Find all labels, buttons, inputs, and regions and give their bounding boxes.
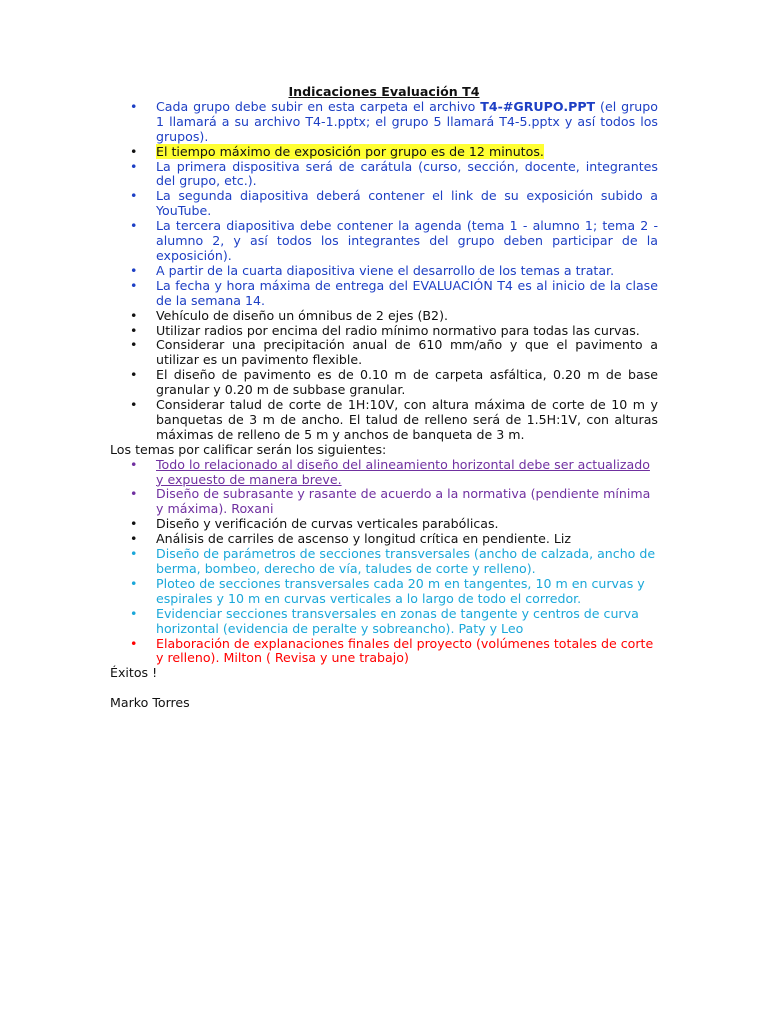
list-item: • El diseño de pavimento es de 0.10 m de carpeta asfáltica, 0.20 m de base granular y 0.20 m de subbase granular.	[130, 367, 658, 398]
bullet-icon: •	[130, 158, 138, 174]
signature: Marko Torres	[110, 695, 190, 711]
closing-text: Éxitos !	[110, 665, 158, 681]
bullet-icon: •	[130, 367, 138, 383]
list-item: • La tercera diapositiva debe contener la agenda (tema 1 - alumno 1; tema 2 - alumno 2, y así todos los integrantes del grupo deben participar de la exposición).	[130, 218, 658, 263]
list-item: • Análisis de carriles de ascenso y longitud crítica en pendiente. Liz	[130, 531, 571, 547]
bullet-icon: •	[130, 516, 138, 532]
bullet-icon: •	[130, 531, 138, 547]
bullet-icon: •	[130, 307, 138, 323]
spacer	[110, 681, 658, 696]
document-body	[110, 85, 658, 711]
bullet-icon: •	[130, 262, 138, 278]
bullet-icon: •	[130, 605, 138, 621]
bullet-icon: •	[130, 397, 138, 413]
bullet-icon: •	[130, 188, 138, 204]
list-item	[110, 145, 658, 160]
instructions-list	[110, 100, 658, 443]
list-item: • Diseño de subrasante y rasante de acuerdo a la normativa (pendiente mínima y máxima). Roxani	[130, 486, 651, 517]
bullet-icon: •	[130, 486, 138, 502]
underlined-text: Todo lo relacionado al diseño del alineamiento horizontal debe ser actualizado y expuesto de manera breve.	[156, 456, 650, 487]
highlighted-text: El tiempo máximo de exposición por grupo es de 12 minutos.	[156, 143, 544, 159]
list-item: • Elaboración de explanaciones finales del proyecto (volúmenes totales de corte y relleno). Milton ( Revisa y une trabajo)	[130, 635, 654, 666]
list-item: • La segunda diapositiva deberá contener el link de su exposición subido a YouTube.	[130, 188, 658, 219]
bullet-icon: •	[130, 322, 138, 338]
document-title: Indicaciones Evaluación T4	[288, 84, 480, 99]
list-item: • Utilizar radios por encima del radio mínimo normativo para todas las curvas.	[130, 322, 640, 338]
bullet-icon: •	[130, 546, 138, 562]
list-item: • Diseño y verificación de curvas verticales parabólicas.	[130, 516, 499, 532]
bullet-icon: •	[130, 218, 138, 234]
list-item: • La fecha y hora máxima de entrega del EVALUACIÓN T4 es al inicio de la clase de la semana 14.	[130, 277, 658, 308]
bullet-icon: •	[130, 98, 138, 114]
list-item	[110, 458, 658, 488]
list-item: • Considerar una precipitación anual de 610 mm/año y que el pavimento a utilizar es un pavimento flexible.	[130, 337, 658, 368]
bullet-icon: •	[130, 277, 138, 293]
list-item: • Diseño de parámetros de secciones transversales (ancho de calzada, ancho de berma, bombeo, derecho de vía, taludes de corte y relleno).	[130, 546, 656, 576]
bullet-icon: •	[130, 143, 138, 159]
list-item: • Cada grupo debe subir en esta carpeta el archivo T4-#GRUPO.PPT (el grupo 1 llamará a su archivo T4-1.pptx; el grupo 5 llamará T4-5.pptx y así todos los grupos).	[130, 98, 658, 144]
list-item: • Ploteo de secciones transversales cada 20 m en tangentes, 10 m en curvas y espirales y 10 m en curvas verticales a lo largo de todo el corredor.	[130, 575, 645, 606]
list-item: • Considerar talud de corte de 1H:10V, con altura máxima de corte de 10 m y banquetas de 3 m de ancho. El talud de relleno será de 1.5H:1V, con alturas máximas de relleno de 5 m y anchos de banqueta de 3 m.	[130, 397, 658, 442]
topics-intro: Los temas por calificar serán los siguientes:	[110, 441, 387, 457]
list-item: • Vehículo de diseño un ómnibus de 2 ejes (B2).	[130, 307, 448, 323]
list-item: • A partir de la cuarta diapositiva viene el desarrollo de los temas a tratar.	[130, 262, 615, 278]
list-item: • Evidenciar secciones transversales en zonas de tangente y centros de curva horizontal (evidencia de peralte y sobreancho). Paty y Leo	[130, 605, 639, 636]
list-item: • La primera dispositiva será de carátula (curso, sección, docente, integrantes del grupo, etc.).	[130, 158, 658, 189]
topics-list	[110, 458, 658, 667]
bullet-icon: •	[130, 575, 138, 591]
bullet-icon: •	[130, 337, 138, 353]
bullet-icon: •	[130, 456, 138, 472]
bullet-icon: •	[130, 635, 138, 651]
